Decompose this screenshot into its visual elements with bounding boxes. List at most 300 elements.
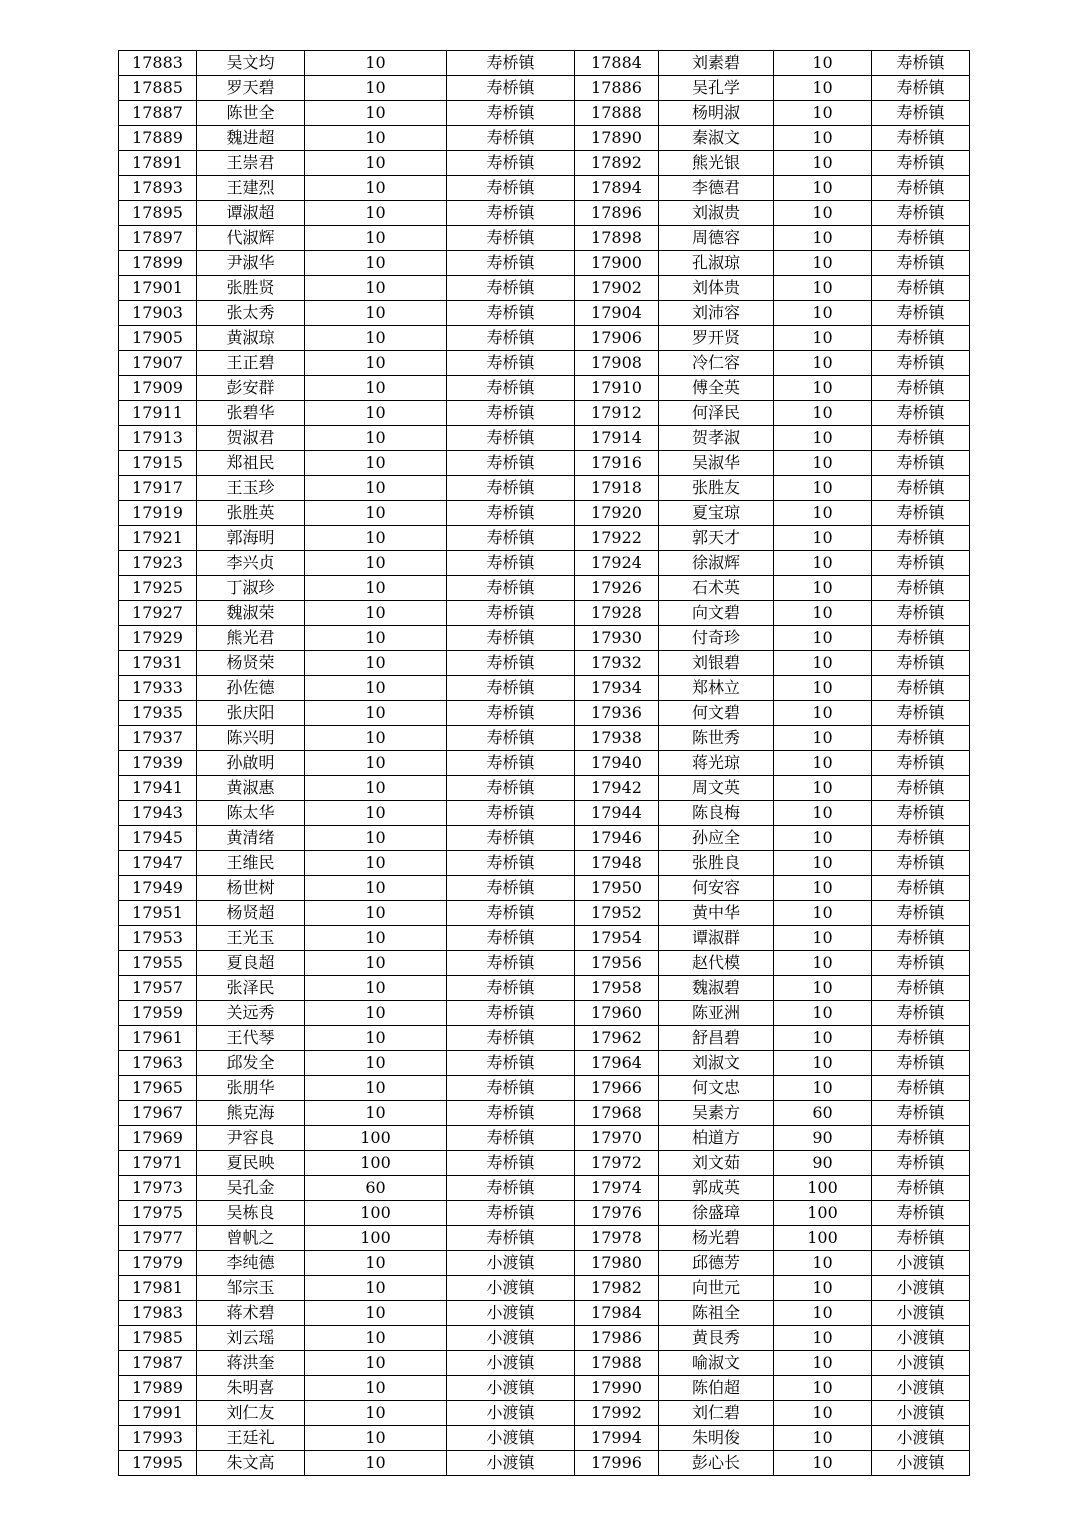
amount-cell: 10 (774, 551, 872, 576)
amount-cell: 10 (305, 676, 447, 701)
person-name-cell: 张泽民 (197, 976, 305, 1001)
record-number-cell: 17988 (575, 1351, 659, 1376)
table-row (119, 526, 970, 551)
amount-cell: 10 (305, 601, 447, 626)
record-number-cell: 17950 (575, 876, 659, 901)
table-row (119, 701, 970, 726)
town-cell: 寿桥镇 (447, 801, 575, 826)
amount-cell: 10 (774, 326, 872, 351)
table-row (119, 1051, 970, 1076)
town-cell: 小渡镇 (872, 1376, 970, 1401)
town-cell: 小渡镇 (447, 1276, 575, 1301)
person-name-cell: 陈伯超 (659, 1376, 774, 1401)
town-cell: 寿桥镇 (872, 101, 970, 126)
town-cell: 寿桥镇 (872, 626, 970, 651)
record-number-cell: 17888 (575, 101, 659, 126)
town-cell: 寿桥镇 (872, 1076, 970, 1101)
person-name-cell: 黄中华 (659, 901, 774, 926)
town-cell: 寿桥镇 (447, 151, 575, 176)
table-row (119, 76, 970, 101)
amount-cell: 100 (774, 1201, 872, 1226)
amount-cell: 10 (774, 576, 872, 601)
table-row (119, 326, 970, 351)
town-cell: 寿桥镇 (447, 876, 575, 901)
town-cell: 寿桥镇 (872, 751, 970, 776)
record-number-cell: 17984 (575, 1301, 659, 1326)
person-name-cell: 朱文高 (197, 1451, 305, 1476)
table-row (119, 101, 970, 126)
amount-cell: 10 (305, 501, 447, 526)
amount-cell: 10 (305, 1451, 447, 1476)
record-number-cell: 17940 (575, 751, 659, 776)
amount-cell: 10 (774, 876, 872, 901)
amount-cell: 10 (774, 1326, 872, 1351)
amount-cell: 10 (305, 351, 447, 376)
record-number-cell: 17897 (119, 226, 197, 251)
town-cell: 寿桥镇 (872, 451, 970, 476)
town-cell: 小渡镇 (872, 1326, 970, 1351)
amount-cell: 100 (305, 1151, 447, 1176)
amount-cell: 10 (774, 926, 872, 951)
town-cell: 寿桥镇 (447, 1076, 575, 1101)
table-row (119, 776, 970, 801)
person-name-cell: 吴孔金 (197, 1176, 305, 1201)
record-number-cell: 17986 (575, 1326, 659, 1351)
person-name-cell: 陈亚洲 (659, 1001, 774, 1026)
person-name-cell: 罗天碧 (197, 76, 305, 101)
record-number-cell: 17965 (119, 1076, 197, 1101)
table-row (119, 351, 970, 376)
table-row (119, 301, 970, 326)
town-cell: 小渡镇 (447, 1301, 575, 1326)
town-cell: 寿桥镇 (447, 326, 575, 351)
amount-cell: 10 (305, 401, 447, 426)
record-number-cell: 17990 (575, 1376, 659, 1401)
person-name-cell: 杨贤荣 (197, 651, 305, 676)
amount-cell: 10 (774, 351, 872, 376)
town-cell: 寿桥镇 (872, 51, 970, 76)
record-number-cell: 17939 (119, 751, 197, 776)
record-number-cell: 17912 (575, 401, 659, 426)
amount-cell: 10 (305, 301, 447, 326)
record-number-cell: 17916 (575, 451, 659, 476)
person-name-cell: 李德君 (659, 176, 774, 201)
record-number-cell: 17943 (119, 801, 197, 826)
town-cell: 寿桥镇 (872, 401, 970, 426)
record-number-cell: 17952 (575, 901, 659, 926)
amount-cell: 10 (305, 326, 447, 351)
amount-cell: 10 (774, 401, 872, 426)
amount-cell: 10 (774, 901, 872, 926)
person-name-cell: 陈祖全 (659, 1301, 774, 1326)
amount-cell: 10 (774, 826, 872, 851)
amount-cell: 10 (774, 1076, 872, 1101)
town-cell: 寿桥镇 (447, 251, 575, 276)
person-name-cell: 傅全英 (659, 376, 774, 401)
record-number-cell: 17961 (119, 1026, 197, 1051)
person-name-cell: 朱明俊 (659, 1426, 774, 1451)
amount-cell: 100 (774, 1226, 872, 1251)
town-cell: 寿桥镇 (872, 951, 970, 976)
record-number-cell: 17969 (119, 1126, 197, 1151)
amount-cell: 10 (305, 151, 447, 176)
town-cell: 小渡镇 (447, 1401, 575, 1426)
amount-cell: 10 (774, 851, 872, 876)
table-row (119, 976, 970, 1001)
town-cell: 寿桥镇 (872, 726, 970, 751)
town-cell: 寿桥镇 (872, 526, 970, 551)
record-number-cell: 17937 (119, 726, 197, 751)
amount-cell: 10 (774, 1001, 872, 1026)
person-name-cell: 郑祖民 (197, 451, 305, 476)
record-number-cell: 17909 (119, 376, 197, 401)
person-name-cell: 张胜良 (659, 851, 774, 876)
table-row (119, 426, 970, 451)
person-name-cell: 刘淑文 (659, 1051, 774, 1076)
table-row (119, 276, 970, 301)
record-number-cell: 17954 (575, 926, 659, 951)
table-row (119, 1451, 970, 1476)
record-number-cell: 17895 (119, 201, 197, 226)
amount-cell: 10 (774, 626, 872, 651)
town-cell: 寿桥镇 (872, 226, 970, 251)
town-cell: 寿桥镇 (447, 626, 575, 651)
table-row (119, 201, 970, 226)
town-cell: 寿桥镇 (447, 351, 575, 376)
record-number-cell: 17982 (575, 1276, 659, 1301)
record-number-cell: 17908 (575, 351, 659, 376)
table-row (119, 551, 970, 576)
amount-cell: 10 (774, 601, 872, 626)
person-name-cell: 杨明淑 (659, 101, 774, 126)
amount-cell: 10 (305, 1326, 447, 1351)
person-name-cell: 徐盛璋 (659, 1201, 774, 1226)
person-name-cell: 杨世树 (197, 876, 305, 901)
town-cell: 寿桥镇 (872, 651, 970, 676)
amount-cell: 10 (305, 76, 447, 101)
record-number-cell: 17929 (119, 626, 197, 651)
amount-cell: 10 (305, 201, 447, 226)
town-cell: 寿桥镇 (447, 76, 575, 101)
table-row (119, 851, 970, 876)
record-number-cell: 17935 (119, 701, 197, 726)
amount-cell: 10 (774, 426, 872, 451)
amount-cell: 10 (774, 676, 872, 701)
record-number-cell: 17945 (119, 826, 197, 851)
amount-cell: 60 (774, 1101, 872, 1126)
amount-cell: 10 (305, 901, 447, 926)
town-cell: 寿桥镇 (447, 1201, 575, 1226)
person-name-cell: 黄淑琼 (197, 326, 305, 351)
record-number-cell: 17903 (119, 301, 197, 326)
person-name-cell: 尹容良 (197, 1126, 305, 1151)
person-name-cell: 何安容 (659, 876, 774, 901)
record-number-cell: 17946 (575, 826, 659, 851)
record-number-cell: 17924 (575, 551, 659, 576)
amount-cell: 10 (774, 651, 872, 676)
record-number-cell: 17913 (119, 426, 197, 451)
person-name-cell: 张太秀 (197, 301, 305, 326)
person-name-cell: 刘银碧 (659, 651, 774, 676)
record-number-cell: 17970 (575, 1126, 659, 1151)
amount-cell: 10 (305, 1276, 447, 1301)
amount-cell: 100 (305, 1226, 447, 1251)
amount-cell: 10 (774, 1276, 872, 1301)
person-name-cell: 张庆阳 (197, 701, 305, 726)
person-name-cell: 吴文均 (197, 51, 305, 76)
record-number-cell: 17883 (119, 51, 197, 76)
record-number-cell: 17951 (119, 901, 197, 926)
table-row (119, 1251, 970, 1276)
record-number-cell: 17960 (575, 1001, 659, 1026)
amount-cell: 10 (774, 751, 872, 776)
town-cell: 寿桥镇 (447, 951, 575, 976)
person-name-cell: 熊克海 (197, 1101, 305, 1126)
person-name-cell: 陈兴明 (197, 726, 305, 751)
table-row (119, 1401, 970, 1426)
record-number-cell: 17974 (575, 1176, 659, 1201)
table-row (119, 226, 970, 251)
record-number-cell: 17923 (119, 551, 197, 576)
town-cell: 寿桥镇 (447, 101, 575, 126)
record-number-cell: 17962 (575, 1026, 659, 1051)
person-name-cell: 熊光君 (197, 626, 305, 651)
table-row (119, 401, 970, 426)
record-number-cell: 17958 (575, 976, 659, 1001)
record-number-cell: 17949 (119, 876, 197, 901)
record-number-cell: 17972 (575, 1151, 659, 1176)
person-name-cell: 郭天才 (659, 526, 774, 551)
person-name-cell: 谭淑超 (197, 201, 305, 226)
person-name-cell: 朱明喜 (197, 1376, 305, 1401)
table-row (119, 51, 970, 76)
record-number-cell: 17973 (119, 1176, 197, 1201)
town-cell: 寿桥镇 (447, 1151, 575, 1176)
table-row (119, 626, 970, 651)
table-row (119, 1201, 970, 1226)
amount-cell: 10 (305, 551, 447, 576)
town-cell: 寿桥镇 (872, 76, 970, 101)
person-name-cell: 张碧华 (197, 401, 305, 426)
person-name-cell: 夏民映 (197, 1151, 305, 1176)
record-number-cell: 17907 (119, 351, 197, 376)
town-cell: 寿桥镇 (447, 376, 575, 401)
town-cell: 寿桥镇 (447, 201, 575, 226)
record-number-cell: 17922 (575, 526, 659, 551)
amount-cell: 10 (305, 1426, 447, 1451)
town-cell: 寿桥镇 (872, 801, 970, 826)
record-number-cell: 17932 (575, 651, 659, 676)
person-name-cell: 代淑辉 (197, 226, 305, 251)
record-number-cell: 17896 (575, 201, 659, 226)
town-cell: 寿桥镇 (872, 1226, 970, 1251)
record-number-cell: 17938 (575, 726, 659, 751)
record-number-cell: 17926 (575, 576, 659, 601)
amount-cell: 10 (305, 251, 447, 276)
amount-cell: 10 (774, 1401, 872, 1426)
person-name-cell: 刘云瑶 (197, 1326, 305, 1351)
record-number-cell: 17948 (575, 851, 659, 876)
person-name-cell: 彭心长 (659, 1451, 774, 1476)
person-name-cell: 石术英 (659, 576, 774, 601)
person-name-cell: 徐淑辉 (659, 551, 774, 576)
record-number-cell: 17894 (575, 176, 659, 201)
record-number-cell: 17889 (119, 126, 197, 151)
town-cell: 寿桥镇 (447, 926, 575, 951)
amount-cell: 100 (774, 1176, 872, 1201)
record-number-cell: 17911 (119, 401, 197, 426)
person-name-cell: 黄艮秀 (659, 1326, 774, 1351)
amount-cell: 10 (305, 1301, 447, 1326)
record-number-cell: 17987 (119, 1351, 197, 1376)
record-number-cell: 17899 (119, 251, 197, 276)
town-cell: 寿桥镇 (447, 51, 575, 76)
person-name-cell: 夏良超 (197, 951, 305, 976)
person-name-cell: 张胜友 (659, 476, 774, 501)
record-number-cell: 17994 (575, 1426, 659, 1451)
amount-cell: 10 (305, 426, 447, 451)
table-row (119, 1026, 970, 1051)
town-cell: 小渡镇 (447, 1326, 575, 1351)
person-name-cell: 柏道方 (659, 1126, 774, 1151)
amount-cell: 10 (305, 526, 447, 551)
person-name-cell: 张朋华 (197, 1076, 305, 1101)
record-number-cell: 17967 (119, 1101, 197, 1126)
person-name-cell: 吴孔学 (659, 76, 774, 101)
record-number-cell: 17966 (575, 1076, 659, 1101)
person-name-cell: 陈世秀 (659, 726, 774, 751)
town-cell: 寿桥镇 (872, 176, 970, 201)
amount-cell: 10 (774, 501, 872, 526)
record-number-cell: 17930 (575, 626, 659, 651)
record-number-cell: 17915 (119, 451, 197, 476)
amount-cell: 90 (774, 1151, 872, 1176)
table-row (119, 1101, 970, 1126)
person-name-cell: 周德容 (659, 226, 774, 251)
table-row (119, 1151, 970, 1176)
table-row (119, 126, 970, 151)
person-name-cell: 刘素碧 (659, 51, 774, 76)
town-cell: 寿桥镇 (872, 1026, 970, 1051)
town-cell: 小渡镇 (447, 1376, 575, 1401)
town-cell: 小渡镇 (872, 1451, 970, 1476)
town-cell: 寿桥镇 (447, 126, 575, 151)
amount-cell: 10 (774, 176, 872, 201)
record-number-cell: 17953 (119, 926, 197, 951)
table-row (119, 451, 970, 476)
person-name-cell: 彭安群 (197, 376, 305, 401)
record-number-cell: 17995 (119, 1451, 197, 1476)
town-cell: 寿桥镇 (872, 776, 970, 801)
amount-cell: 10 (305, 126, 447, 151)
table-row (119, 1301, 970, 1326)
person-name-cell: 杨光碧 (659, 1226, 774, 1251)
record-number-cell: 17925 (119, 576, 197, 601)
table-row (119, 1076, 970, 1101)
table-row (119, 751, 970, 776)
person-name-cell: 邹宗玉 (197, 1276, 305, 1301)
town-cell: 寿桥镇 (447, 1226, 575, 1251)
amount-cell: 90 (774, 1126, 872, 1151)
person-name-cell: 何文碧 (659, 701, 774, 726)
town-cell: 寿桥镇 (447, 776, 575, 801)
record-number-cell: 17933 (119, 676, 197, 701)
person-name-cell: 孙应全 (659, 826, 774, 851)
record-table (118, 50, 970, 1476)
record-number-cell: 17885 (119, 76, 197, 101)
amount-cell: 10 (305, 976, 447, 1001)
table-row (119, 1351, 970, 1376)
person-name-cell: 王代琴 (197, 1026, 305, 1051)
person-name-cell: 谭淑群 (659, 926, 774, 951)
amount-cell: 10 (774, 201, 872, 226)
person-name-cell: 罗开贤 (659, 326, 774, 351)
person-name-cell: 刘淑贵 (659, 201, 774, 226)
person-name-cell: 吴淑华 (659, 451, 774, 476)
town-cell: 寿桥镇 (872, 276, 970, 301)
amount-cell: 10 (774, 1376, 872, 1401)
town-cell: 寿桥镇 (447, 501, 575, 526)
amount-cell: 10 (305, 176, 447, 201)
record-number-cell: 17959 (119, 1001, 197, 1026)
record-number-cell: 17964 (575, 1051, 659, 1076)
person-name-cell: 郑林立 (659, 676, 774, 701)
person-name-cell: 王建烈 (197, 176, 305, 201)
table-row (119, 251, 970, 276)
person-name-cell: 王廷礼 (197, 1426, 305, 1451)
person-name-cell: 郭海明 (197, 526, 305, 551)
record-number-cell: 17886 (575, 76, 659, 101)
town-cell: 寿桥镇 (447, 1101, 575, 1126)
person-name-cell: 邱德芳 (659, 1251, 774, 1276)
person-name-cell: 蒋术碧 (197, 1301, 305, 1326)
record-number-cell: 17927 (119, 601, 197, 626)
person-name-cell: 陈太华 (197, 801, 305, 826)
amount-cell: 10 (774, 251, 872, 276)
table-row (119, 876, 970, 901)
record-number-cell: 17981 (119, 1276, 197, 1301)
record-number-cell: 17902 (575, 276, 659, 301)
town-cell: 寿桥镇 (872, 826, 970, 851)
amount-cell: 10 (305, 1251, 447, 1276)
person-name-cell: 孙啟明 (197, 751, 305, 776)
town-cell: 寿桥镇 (447, 676, 575, 701)
town-cell: 寿桥镇 (447, 476, 575, 501)
town-cell: 寿桥镇 (872, 301, 970, 326)
town-cell: 小渡镇 (447, 1451, 575, 1476)
town-cell: 寿桥镇 (447, 851, 575, 876)
town-cell: 寿桥镇 (447, 1026, 575, 1051)
person-name-cell: 贺孝淑 (659, 426, 774, 451)
record-number-cell: 17893 (119, 176, 197, 201)
town-cell: 小渡镇 (872, 1401, 970, 1426)
table-row (119, 801, 970, 826)
town-cell: 寿桥镇 (872, 501, 970, 526)
amount-cell: 10 (305, 801, 447, 826)
record-number-cell: 17947 (119, 851, 197, 876)
person-name-cell: 张胜英 (197, 501, 305, 526)
town-cell: 寿桥镇 (872, 251, 970, 276)
town-cell: 寿桥镇 (447, 701, 575, 726)
town-cell: 寿桥镇 (872, 1001, 970, 1026)
table-row (119, 376, 970, 401)
town-cell: 寿桥镇 (447, 426, 575, 451)
record-number-cell: 17887 (119, 101, 197, 126)
person-name-cell: 邱发全 (197, 1051, 305, 1076)
table-row (119, 476, 970, 501)
town-cell: 寿桥镇 (872, 701, 970, 726)
person-name-cell: 向世元 (659, 1276, 774, 1301)
